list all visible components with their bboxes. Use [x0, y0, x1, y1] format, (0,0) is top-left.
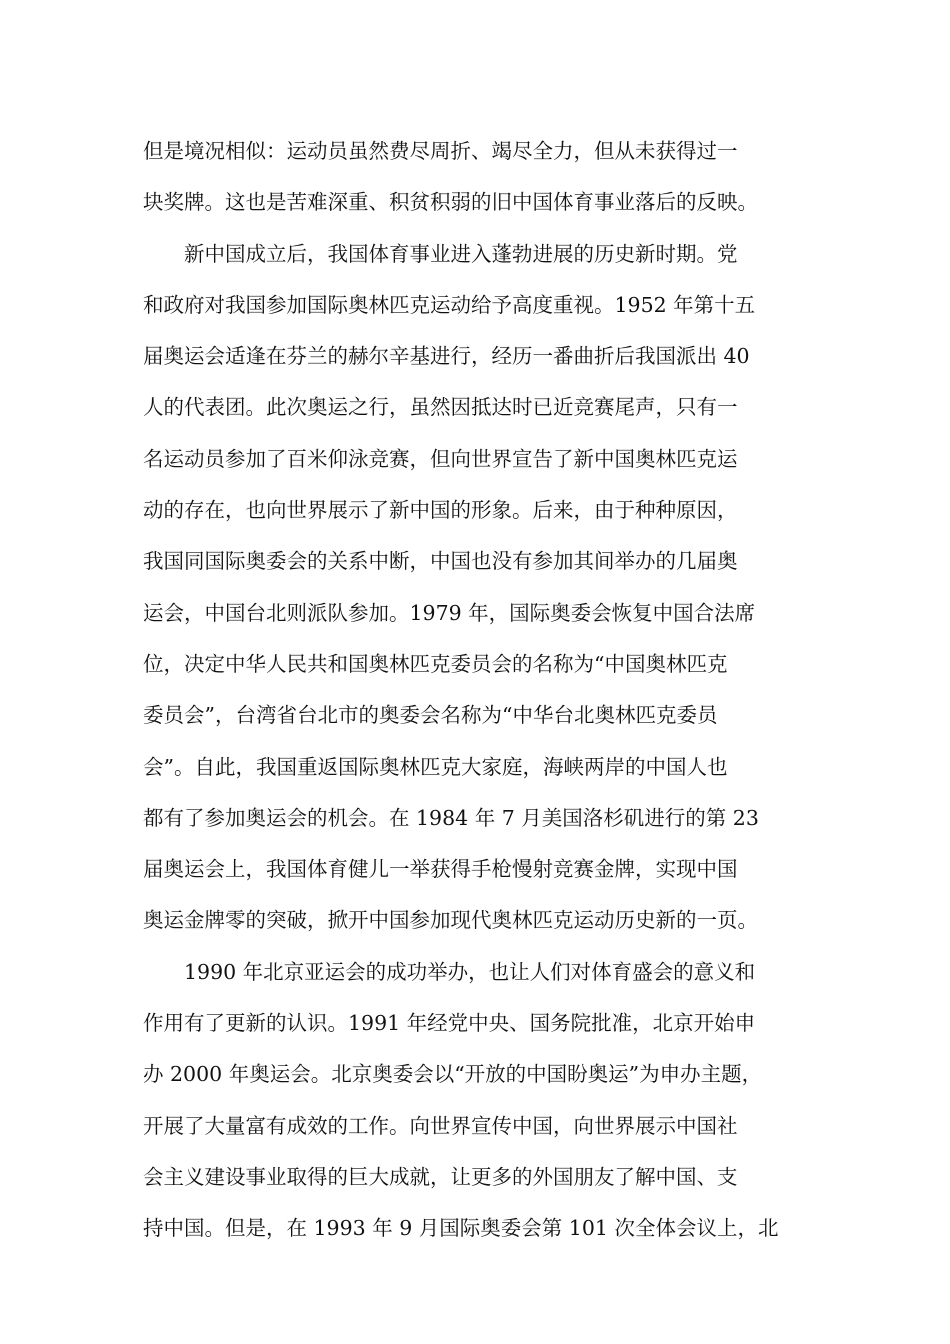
text-line: 届奥运会适逢在芬兰的赫尔辛基进行，经历一番曲折后我国派出 40 — [143, 344, 750, 369]
text-line: 奥运金牌零的突破，掀开中国参加现代奥林匹克运动历史新的一页。 — [143, 908, 758, 933]
text-line: 委员会”，台湾省台北市的奥委会名称为“中华台北奥林匹克委员 — [143, 703, 718, 728]
text-line: 和政府对我国参加国际奥林匹克运动给予高度重视。1952 年第十五 — [143, 292, 756, 317]
text-line: 但是境况相似：运动员虽然费尽周折、竭尽全力，但从未获得过一 — [143, 139, 738, 163]
text-line: 会”。自此，我国重返国际奥林匹克大家庭，海峡两岸的中国人也 — [143, 754, 728, 779]
text-line: 动的存在，也向世界展示了新中国的形象。后来，由于种种原因， — [143, 498, 738, 523]
text-line: 届奥运会上，我国体育健儿一举获得手枪慢射竞赛金牌，实现中国 — [143, 857, 738, 882]
text-line: 名运动员参加了百米仰泳竞赛，但向世界宣告了新中国奥林匹克运 — [143, 446, 738, 471]
text-line: 持中国。但是，在 1993 年 9 月国际奥委会第 101 次全体会议上，北 — [143, 1216, 779, 1241]
text-line: 会主义建设事业取得的巨大成就，让更多的外国朋友了解中国、支 — [143, 1164, 738, 1189]
text-line: 运会，中国台北则派队参加。1979 年，国际奥委会恢复中国合法席 — [143, 600, 756, 625]
text-line: 块奖牌。这也是苦难深重、积贫积弱的旧中国体育事业落后的反映。 — [143, 190, 758, 215]
paragraph-start-line: 新中国成立后，我国体育事业进入蓬勃进展的历史新时期。党 — [184, 241, 738, 266]
text-line: 位，决定中华人民共和国奥林匹克委员会的名称为“中国奥林匹克 — [143, 651, 728, 676]
text-line: 办 2000 年奥运会。北京奥委会以“开放的中国盼奥运”为申办主题， — [143, 1062, 763, 1087]
text-line: 人的代表团。此次奥运之行，虽然因抵达时已近竞赛尾声，只有一 — [143, 395, 738, 420]
text-line: 我国同国际奥委会的关系中断，中国也没有参加其间举办的几届奥 — [143, 549, 738, 574]
paragraph-start-line: 1990 年北京亚运会的成功举办，也让人们对体育盛会的意义和 — [184, 959, 756, 984]
text-line: 开展了大量富有成效的工作。向世界宣传中国，向世界展示中国社 — [143, 1113, 738, 1138]
text-line: 作用有了更新的认识。1991 年经党中央、国务院批准，北京开始申 — [143, 1011, 756, 1036]
document-body — [143, 126, 808, 1255]
text-line: 都有了参加奥运会的机会。在 1984 年 7 月美国洛杉矶进行的第 23 — [143, 805, 759, 830]
